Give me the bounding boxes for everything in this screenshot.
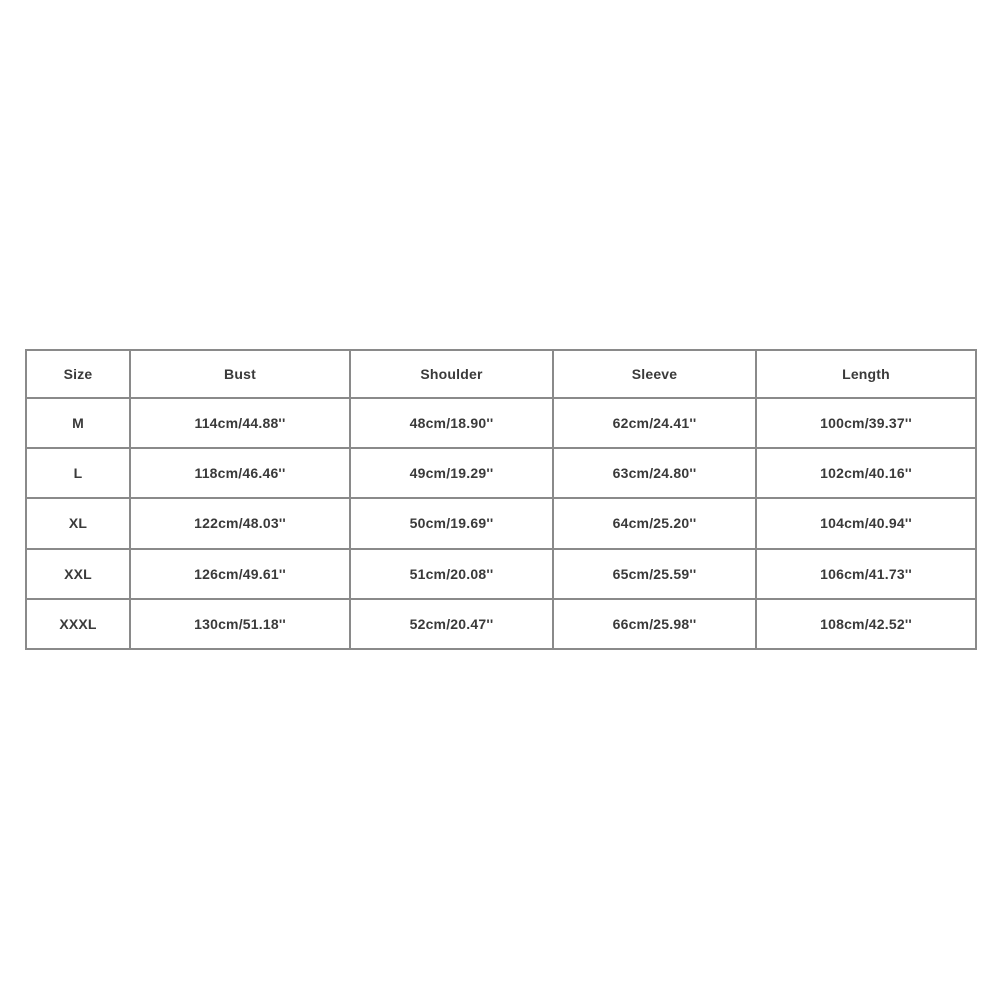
table-header-row — [26, 350, 976, 398]
cell-shoulder: 48cm/18.90'' — [350, 398, 553, 448]
cell-bust: 118cm/46.46'' — [130, 448, 350, 498]
table-row — [26, 398, 976, 448]
table-row — [26, 498, 976, 548]
cell-length: 108cm/42.52'' — [756, 599, 976, 649]
cell-size: XL — [26, 498, 130, 548]
cell-length: 104cm/40.94'' — [756, 498, 976, 548]
table-row — [26, 599, 976, 649]
size-chart-table — [25, 349, 977, 650]
cell-sleeve: 64cm/25.20'' — [553, 498, 756, 548]
cell-sleeve: 66cm/25.98'' — [553, 599, 756, 649]
header-sleeve: Sleeve — [553, 350, 756, 398]
cell-bust: 114cm/44.88'' — [130, 398, 350, 448]
header-length: Length — [756, 350, 976, 398]
cell-length: 106cm/41.73'' — [756, 549, 976, 599]
cell-bust: 130cm/51.18'' — [130, 599, 350, 649]
cell-size: XXL — [26, 549, 130, 599]
cell-size: XXXL — [26, 599, 130, 649]
table-row — [26, 549, 976, 599]
header-bust: Bust — [130, 350, 350, 398]
cell-shoulder: 49cm/19.29'' — [350, 448, 553, 498]
cell-shoulder: 52cm/20.47'' — [350, 599, 553, 649]
cell-length: 100cm/39.37'' — [756, 398, 976, 448]
cell-sleeve: 62cm/24.41'' — [553, 398, 756, 448]
cell-size: M — [26, 398, 130, 448]
cell-shoulder: 51cm/20.08'' — [350, 549, 553, 599]
cell-shoulder: 50cm/19.69'' — [350, 498, 553, 548]
cell-bust: 126cm/49.61'' — [130, 549, 350, 599]
cell-sleeve: 65cm/25.59'' — [553, 549, 756, 599]
table-row — [26, 448, 976, 498]
cell-sleeve: 63cm/24.80'' — [553, 448, 756, 498]
header-shoulder: Shoulder — [350, 350, 553, 398]
cell-size: L — [26, 448, 130, 498]
cell-length: 102cm/40.16'' — [756, 448, 976, 498]
header-size: Size — [26, 350, 130, 398]
cell-bust: 122cm/48.03'' — [130, 498, 350, 548]
